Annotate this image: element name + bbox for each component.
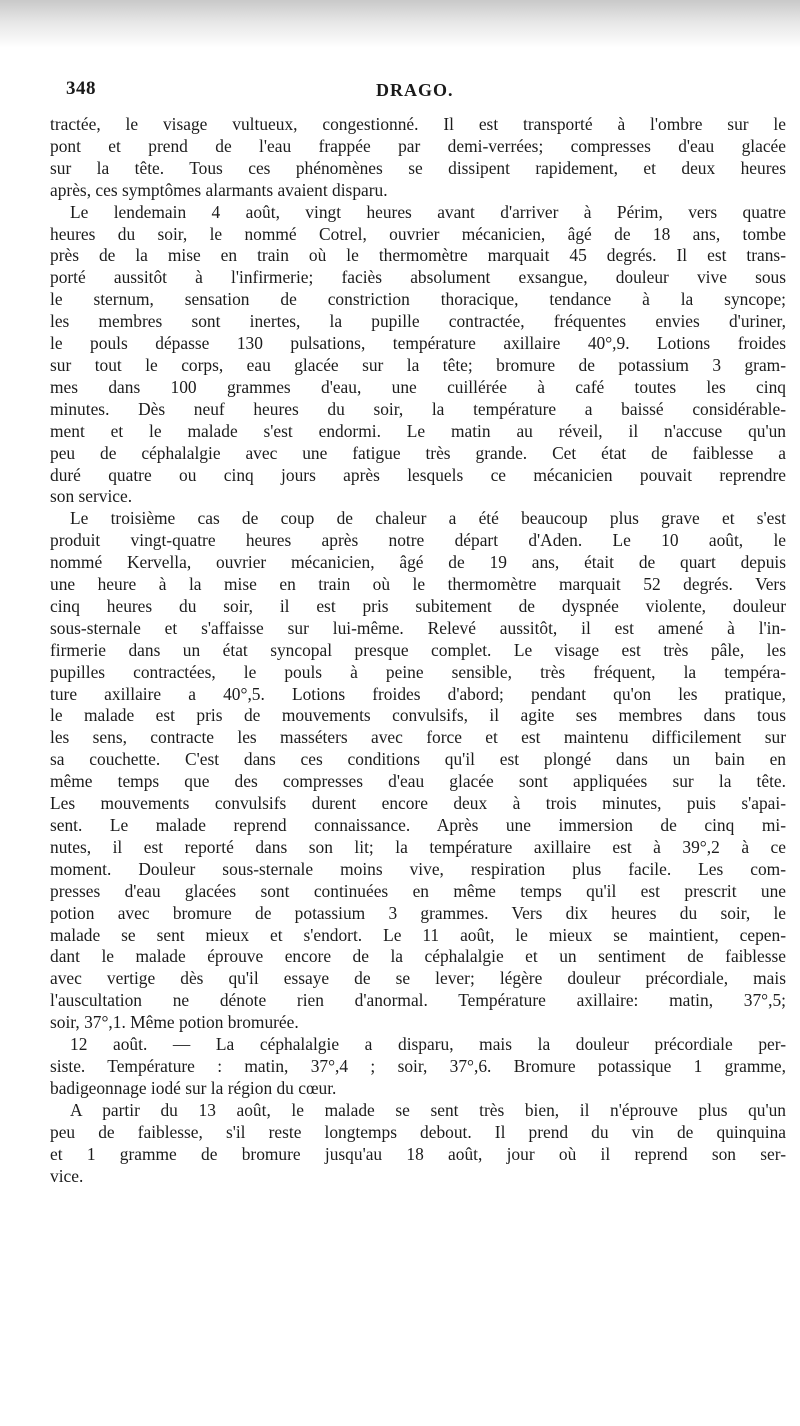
scan-shadow bbox=[0, 0, 800, 48]
text-line: badigeonnage iodé sur la région du cœur. bbox=[50, 1077, 337, 1098]
text-line: nommé Kervella, ouvrier mécanicien, âgé de 19 ans, était de quart depuis bbox=[50, 552, 786, 573]
text-line: soir, 37°,1. Même potion bromurée. bbox=[50, 1012, 299, 1033]
text-line: après, ces symptômes alarmants avaient disparu. bbox=[50, 179, 388, 200]
text-line: 12 août. — La céphalalgie a disparu, mais la douleur précordiale per- bbox=[70, 1034, 786, 1055]
text-line: moment. Douleur sous-sternale moins vive, respiration plus facile. Les com- bbox=[50, 858, 786, 879]
text-line: ture axillaire a 40°,5. Lotions froides d'abord; pendant qu'on les pratique, bbox=[50, 683, 786, 704]
text-line: vice. bbox=[50, 1165, 84, 1186]
text-line: les sens, contracte les masséters avec force et est maintenu difficilement sur bbox=[50, 727, 786, 748]
text-line: le malade est pris de mouvements convulsifs, il agite ses membres dans tous bbox=[50, 705, 786, 726]
text-line: les membres sont inertes, la pupille contractée, fréquentes envies d'uriner, bbox=[50, 311, 786, 332]
text-line: minutes. Dès neuf heures du soir, la température a baissé considérable- bbox=[50, 398, 786, 419]
paragraph bbox=[50, 202, 786, 509]
text-line: Le troisième cas de coup de chaleur a été beaucoup plus grave et s'est bbox=[70, 508, 786, 529]
text-line: siste. Température : matin, 37°,4 ; soir, 37°,6. Bromure potassique 1 gramme, bbox=[50, 1055, 786, 1076]
paragraph bbox=[50, 1100, 786, 1188]
text-line: peu de faiblesse, s'il reste longtemps debout. Il prend du vin de quinquina bbox=[50, 1121, 786, 1142]
text-line: peu de céphalalgie avec une fatigue très grande. Cet état de faiblesse a bbox=[50, 442, 786, 463]
text-line: cinq heures du soir, il est pris subitement de dyspnée violente, douleur bbox=[50, 595, 786, 616]
text-line: sent. Le malade reprend connaissance. Après une immersion de cinq mi- bbox=[50, 815, 786, 835]
body-text bbox=[50, 114, 786, 1187]
text-line: sous-sternale et s'affaisse sur lui-même. Relevé aussitôt, il est amené à l'in- bbox=[50, 617, 786, 638]
running-head bbox=[66, 78, 786, 108]
text-line: et 1 gramme de bromure jusqu'au 18 août, jour où il reprend son ser- bbox=[50, 1143, 786, 1164]
text-line: produit vingt-quatre heures après notre départ d'Aden. Le 10 août, le bbox=[50, 530, 786, 551]
text-line: près de la mise en train où le thermomètre marquait 45 degrés. Il est trans- bbox=[50, 245, 786, 266]
text-line: Les mouvements convulsifs durent encore deux à trois minutes, puis s'apai- bbox=[50, 793, 786, 814]
text-line: potion avec bromure de potassium 3 grammes. Vers dix heures du soir, le bbox=[50, 902, 786, 923]
paragraph bbox=[50, 508, 786, 1034]
running-title: DRAGO. bbox=[376, 80, 454, 100]
text-line: le sternum, sensation de constriction thoracique, tendance à la syncope; bbox=[50, 289, 786, 310]
text-line: presses d'eau glacées sont continuées en même temps qu'il est prescrit une bbox=[50, 880, 786, 901]
text-line: sa couchette. C'est dans ces conditions qu'il est plongé dans un bain en bbox=[50, 749, 786, 770]
text-line: l'auscultation ne dénote rien d'anormal. Température axillaire: matin, 37°,5; bbox=[50, 990, 786, 1011]
text-line: A partir du 13 août, le malade se sent très bien, il n'éprouve plus qu'un bbox=[70, 1099, 786, 1120]
text-line: même temps que des compresses d'eau glacée sont appliquées sur la tête. bbox=[50, 771, 786, 792]
text-line: Le lendemain 4 août, vingt heures avant d'arriver à Périm, vers quatre bbox=[70, 201, 786, 222]
text-line: ment et le malade s'est endormi. Le matin au réveil, il n'accuse qu'un bbox=[50, 420, 786, 441]
text-line: malade se sent mieux et s'endort. Le 11 août, le mieux se maintient, cepen- bbox=[50, 924, 786, 945]
paragraph bbox=[50, 114, 786, 202]
text-line: dant le malade éprouve encore de la céphalalgie et un sentiment de faiblesse bbox=[50, 946, 786, 967]
text-line: pont et prend de l'eau frappée par demi-verrées; compresses d'eau glacée bbox=[50, 135, 786, 156]
text-line: nutes, il est reporté dans son lit; la température axillaire est à 39°,2 à ce bbox=[50, 836, 786, 857]
text-line: duré quatre ou cinq jours après lesquels ce mécanicien pouvait reprendre bbox=[50, 464, 786, 485]
text-line: pupilles contractées, le pouls à peine sensible, très fréquent, la tempéra- bbox=[50, 661, 786, 682]
page-number: 348 bbox=[66, 78, 96, 99]
text-line: une heure à la mise en train où le thermomètre marquait 52 degrés. Vers bbox=[50, 574, 786, 595]
paragraph bbox=[50, 1034, 786, 1100]
text-line: mes dans 100 grammes d'eau, une cuillérée à café toutes les cinq bbox=[50, 376, 786, 397]
text-line: porté aussitôt à l'infirmerie; faciès absolument exsangue, douleur vive sous bbox=[50, 267, 786, 288]
text-line: firmerie dans un état syncopal presque complet. Le visage est très pâle, les bbox=[50, 639, 786, 660]
text-line: le pouls dépasse 130 pulsations, température axillaire 40°,9. Lotions froides bbox=[50, 333, 786, 354]
text-line: avec vertige dès qu'il essaye de se lever; légère douleur précordiale, mais bbox=[50, 968, 786, 989]
text-line: heures du soir, le nommé Cotrel, ouvrier mécanicien, âgé de 18 ans, tombe bbox=[50, 223, 786, 244]
text-line: son service. bbox=[50, 486, 133, 507]
text-line: tractée, le visage vultueux, congestionné. Il est transporté à l'ombre sur le bbox=[50, 114, 786, 134]
text-line: sur tout le corps, eau glacée sur la tête; bromure de potassium 3 gram- bbox=[50, 354, 786, 375]
text-line: sur la tête. Tous ces phénomènes se dissipent rapidement, et deux heures bbox=[50, 157, 786, 178]
